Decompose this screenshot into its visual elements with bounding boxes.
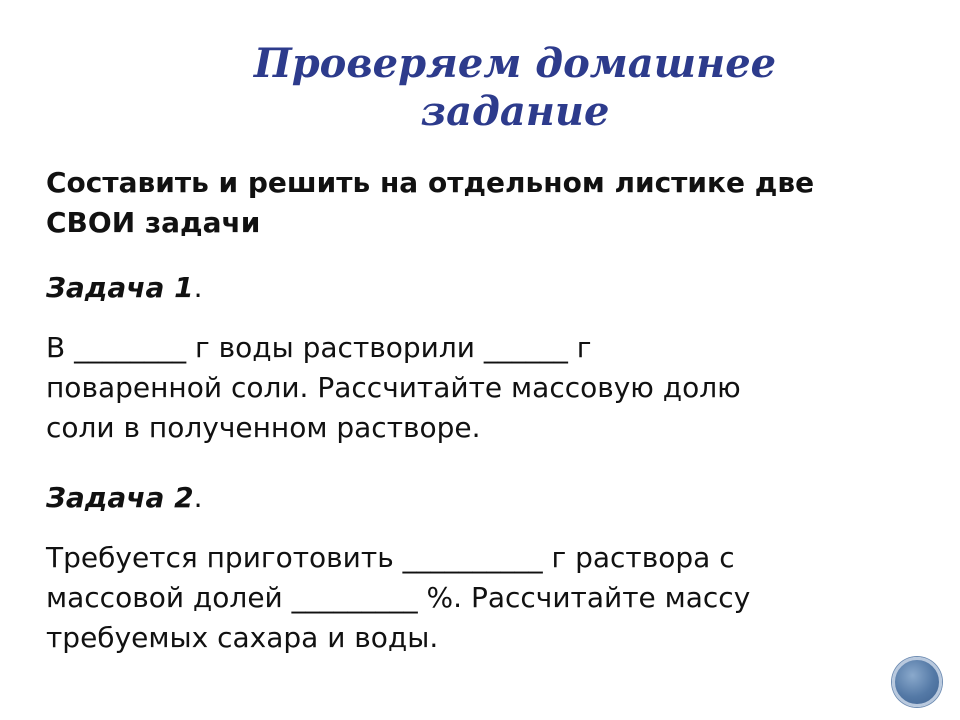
- task2-heading: [46, 478, 926, 518]
- round-nav-button-icon[interactable]: [892, 657, 942, 707]
- task2-heading-dot: .: [193, 481, 203, 514]
- page-title: [200, 40, 830, 136]
- task1-heading: [46, 268, 926, 308]
- task2-line-2: массовой долей _________ %. Рассчитайте массу: [46, 581, 751, 614]
- task1-line-1: В ________ г воды растворили ______ г: [46, 331, 592, 364]
- intro-line-2: СВОИ задачи: [46, 206, 261, 239]
- task2-line-3: требуемых сахара и воды.: [46, 621, 439, 654]
- task1-heading-label: Задача 1: [46, 271, 194, 304]
- task1-heading-dot: .: [193, 271, 203, 304]
- task1-line-3: соли в полученном растворе.: [46, 411, 481, 444]
- task2-text: [46, 538, 926, 658]
- task2-heading-label: Задача 2: [46, 481, 194, 514]
- task1-text: [46, 328, 926, 448]
- task1-line-2: поваренной соли. Рассчитайте массовую долю: [46, 371, 741, 404]
- title-line-1: Проверяем домашнее: [253, 40, 777, 87]
- assignment-intro: [46, 163, 926, 243]
- task2-line-1: Требуется приготовить __________ г раствора с: [46, 541, 735, 574]
- title-line-2: задание: [420, 88, 610, 135]
- intro-line-1: Составить и решить на отдельном листике две: [46, 166, 815, 199]
